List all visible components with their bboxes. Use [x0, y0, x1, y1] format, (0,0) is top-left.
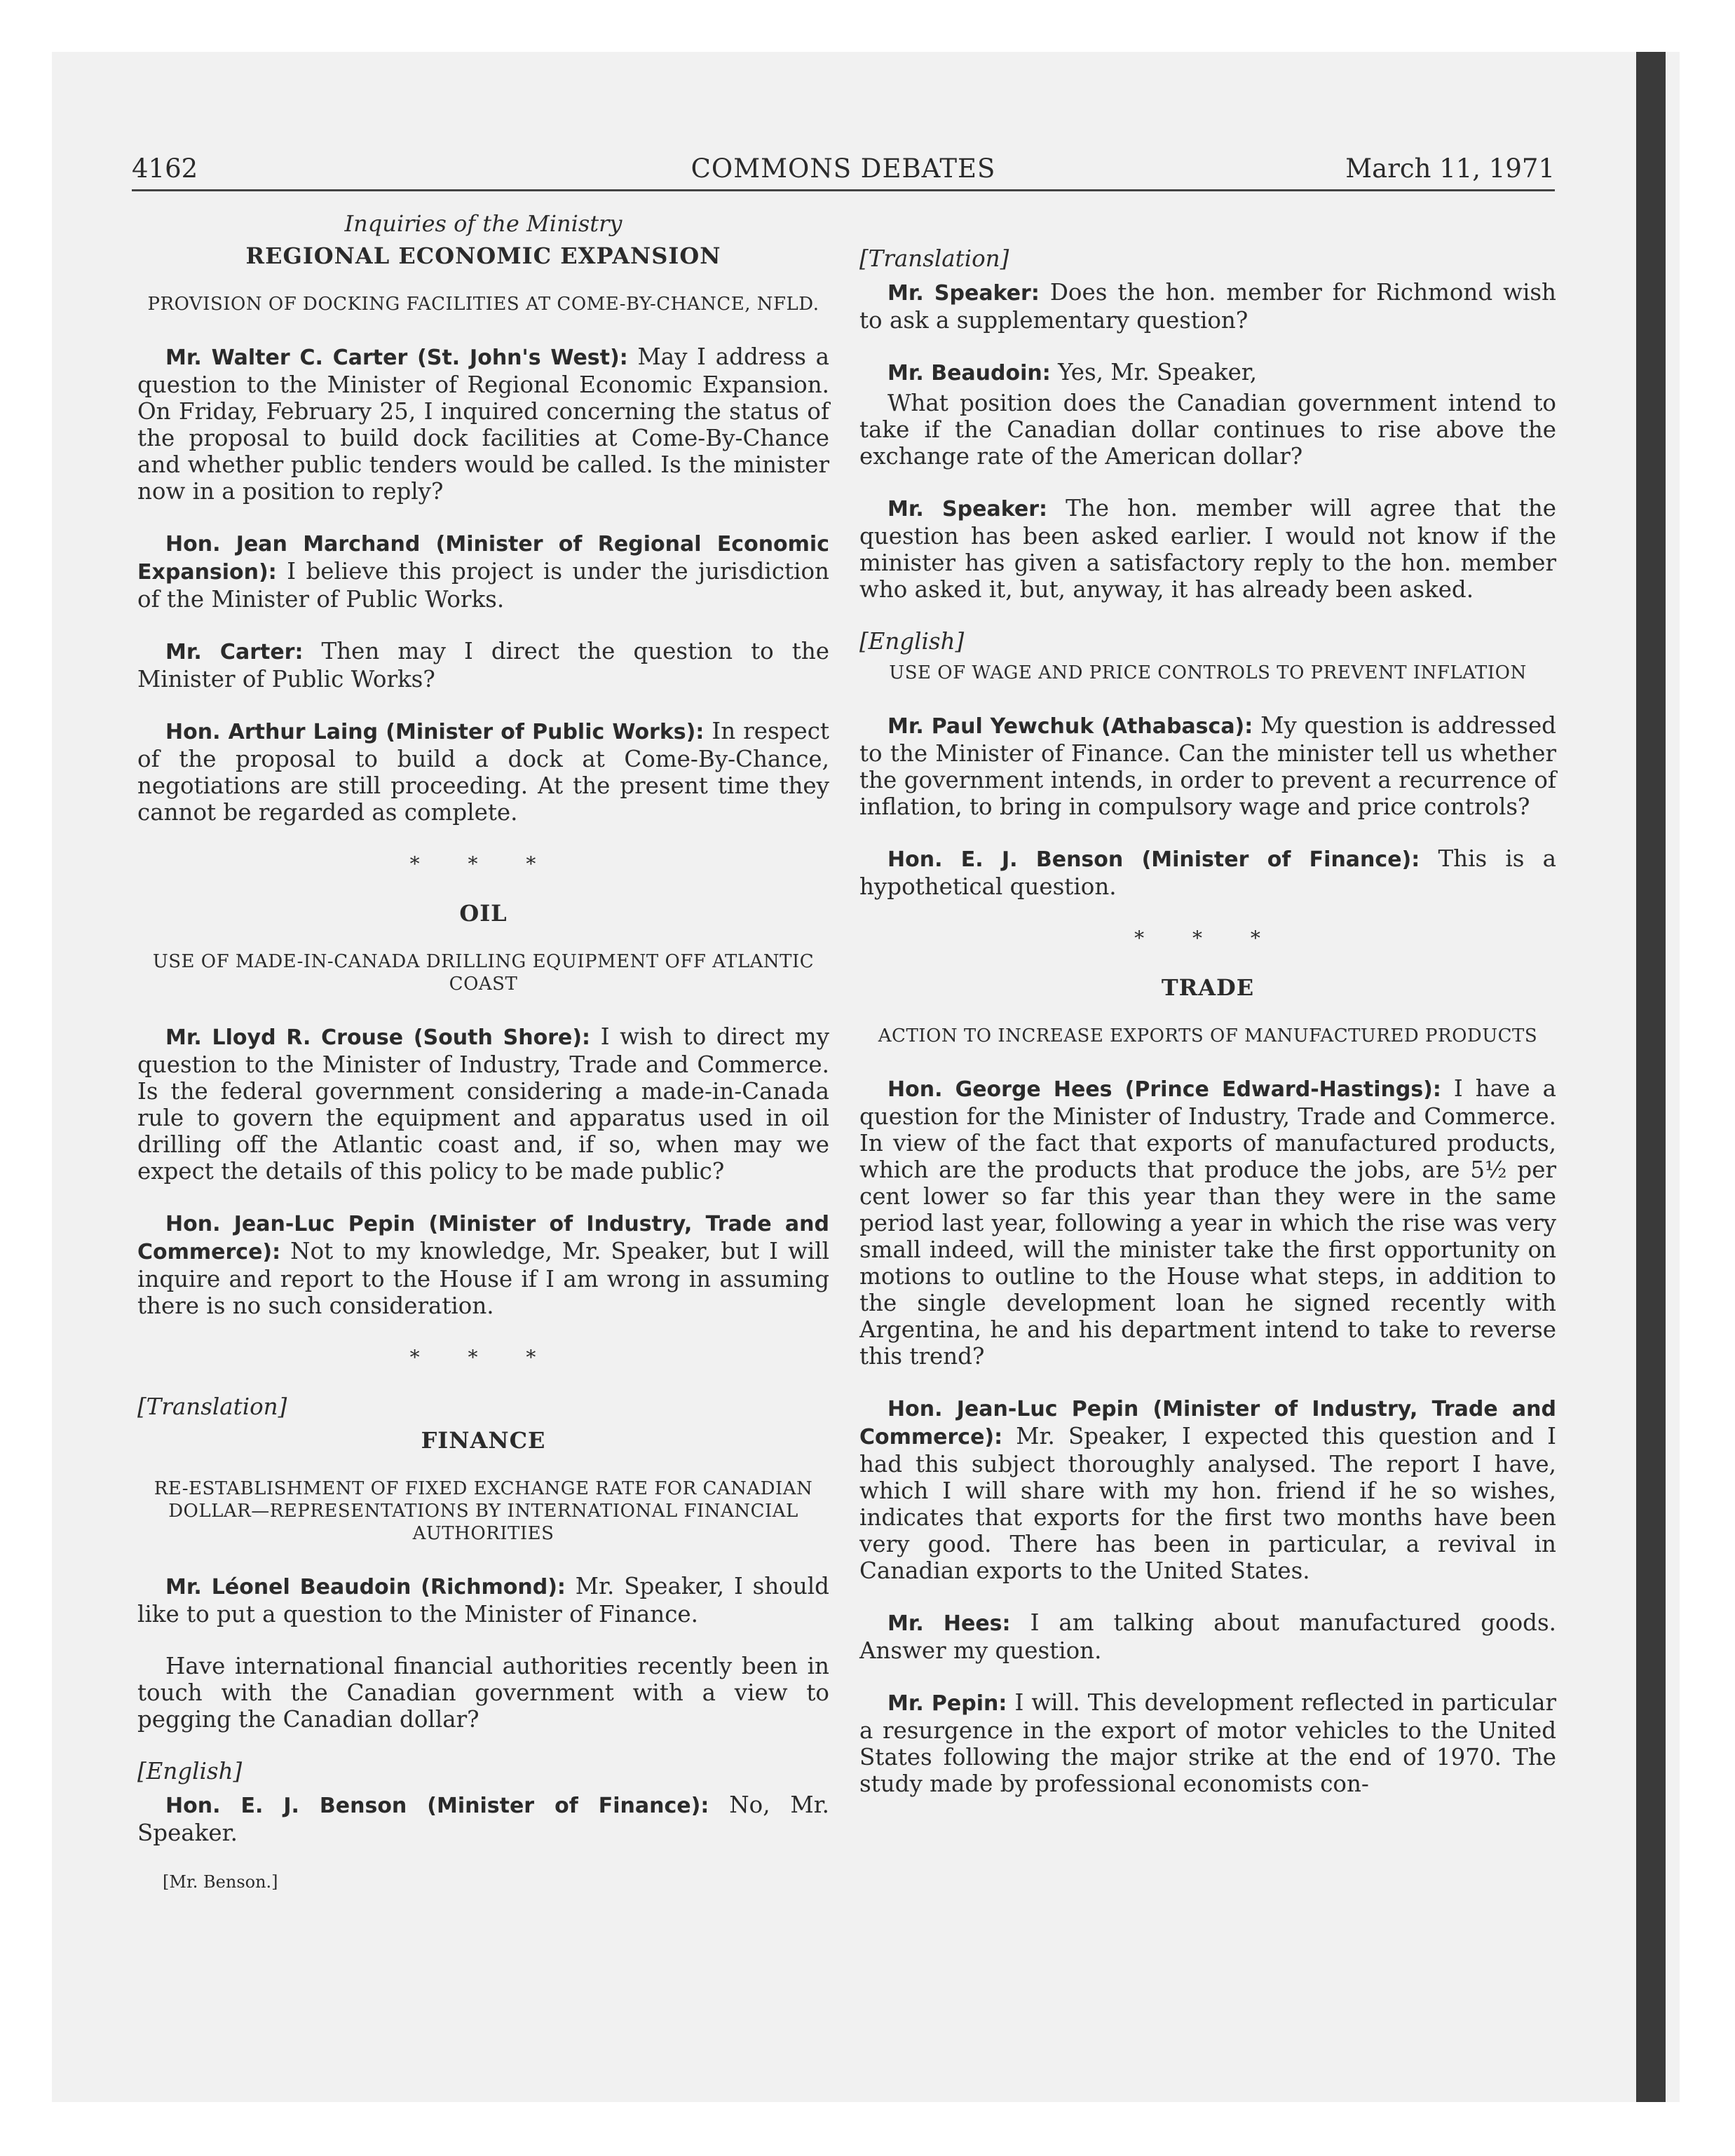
- section-title-trade: TRADE: [1161, 974, 1255, 1001]
- statement-text: Then may I direct the question to the Minister of Public Works?: [137, 638, 830, 692]
- statement-text: The hon. member will agree that the question has been asked earlier. I would not know if the minister has given a satisfactory reply to the hon. member who asked it, but, anyway, it has already been asked.: [859, 495, 1556, 603]
- statement-text: May I address a question to the Minister of Regional Economic Expansion. On Friday, February 25, I inquired concerning the status of the proposal to build dock facilities at Come-By-Chance and whether public tenders would be called. Is the minister now in a position to reply?: [137, 343, 829, 505]
- speaker-name: Mr. Beaudoin:: [887, 361, 1051, 386]
- language-tag-english: [English]: [137, 1758, 243, 1785]
- language-tag-english: [English]: [859, 628, 965, 655]
- statement-yewchuk: [859, 712, 1556, 820]
- speaker-name: Mr. Speaker:: [887, 497, 1047, 521]
- statement-beaudoin-supp: [859, 359, 1556, 387]
- statement-marchand: [137, 530, 829, 613]
- statement-beaudoin-question: What position does the Canadian government intend to take if the Canadian dollar continues to rise above the exchange rate of the American dollar?: [859, 390, 1556, 470]
- section-separator: * * *: [409, 852, 557, 875]
- issue-date: March 11, 1971: [1345, 153, 1555, 184]
- statement-hees: [859, 1075, 1556, 1370]
- statement-pepin: [137, 1210, 829, 1319]
- statement-text: In respect of the proposal to build a dock at Come-By-Chance, negotiations are still proceeding. At the present time they cannot be regarded as complete.: [137, 718, 829, 826]
- statement-carter-2: [137, 638, 829, 692]
- statement-text: Does the hon. member for Richmond wish to ask a supplementary question?: [859, 279, 1556, 334]
- speaker-name: Mr. Lloyd R. Crouse (South Shore):: [165, 1025, 591, 1050]
- continuation-footnote: [Mr. Benson.]: [163, 1872, 278, 1892]
- statement-text: I have a question for the Minister of Industry, Trade and Commerce. In view of the fact that exports of manufactured products, which are the products that produce the jobs, are 5½ per cent lower so far this year than they were in the same period last year, following a year in which the rise was very small indeed, will the minister take the first opportunity on motions to outline to the House what steps, in addition to the single development loan he signed recently with Argentina, he and his department intend to take to reverse this trend?: [859, 1075, 1556, 1370]
- subheading-exchange-rate: RE-ESTABLISHMENT OF FIXED EXCHANGE RATE FOR CANADIAN DOLLAR—REPRESENTATIONS BY INTERNATIONAL FINANCIAL AUTHORITIES: [154, 1478, 813, 1544]
- speaker-name: Mr. Pepin:: [887, 1691, 1007, 1716]
- statement-laing: [137, 718, 829, 826]
- speaker-name: Mr. Speaker:: [887, 281, 1040, 306]
- section-title-finance: FINANCE: [421, 1427, 546, 1454]
- section-separator: * * *: [1134, 927, 1281, 950]
- page-header: [132, 150, 1555, 191]
- statement-text: I will. This development reflected in particular a resurgence in the export of motor vehicles to the United States following the major strike at the end of 1970. The study made by professional economists con-: [859, 1689, 1556, 1797]
- speaker-name: Hon. George Hees (Prince Edward-Hastings):: [887, 1077, 1441, 1102]
- statement-text: Mr. Speaker, I expected this question and I had this subject thoroughly analysed. The report I have, which I will share with my hon. friend if he so wishes, indicates that exports for the first two months have been very good. There has been in particular, a revival in Canadian exports to the United States.: [859, 1423, 1556, 1584]
- left-column: [137, 210, 829, 1895]
- statement-hees-2: [859, 1609, 1556, 1664]
- statement-speaker-2: [859, 495, 1556, 603]
- speaker-name: Mr. Hees:: [887, 1611, 1011, 1636]
- section-title-oil: OIL: [459, 900, 508, 927]
- statement-beaudoin: [137, 1573, 829, 1628]
- speaker-name: Hon. E. J. Benson (Minister of Finance):: [165, 1794, 709, 1818]
- subheading-docking-facilities: PROVISION OF DOCKING FACILITIES AT COME-BY-CHANCE, NFLD.: [147, 294, 819, 315]
- subheading-drilling-equipment: USE OF MADE-IN-CANADA DRILLING EQUIPMENT OFF ATLANTIC COAST: [152, 951, 815, 995]
- section-separator: * * *: [409, 1346, 557, 1369]
- section-title-regional-economic-expansion: REGIONAL ECONOMIC EXPANSION: [245, 243, 721, 269]
- language-tag-translation: [Translation]: [137, 1393, 287, 1420]
- running-head: Inquiries of the Ministry: [344, 210, 622, 237]
- speaker-name: Hon. Arthur Laing (Minister of Public Works):: [165, 720, 705, 744]
- statement-speaker: [859, 279, 1556, 334]
- statement-text: I wish to direct my question to the Minister of Industry, Trade and Commerce. Is the federal government considering a made-in-Canada rule to govern the equipment and apparatus used in oil drilling off the Atlantic coast and, if so, when may we expect the details of this policy to be made public?: [137, 1023, 829, 1185]
- statement-benson: [137, 1792, 829, 1846]
- page-number: 4162: [132, 153, 198, 184]
- speaker-name: Mr. Léonel Beaudoin (Richmond):: [165, 1575, 566, 1599]
- language-tag-translation: [Translation]: [859, 245, 1009, 272]
- statement-text: No, Mr. Speaker.: [137, 1792, 829, 1846]
- subheading-exports: ACTION TO INCREASE EXPORTS OF MANUFACTURED PRODUCTS: [878, 1025, 1538, 1046]
- speaker-name: Mr. Paul Yewchuk (Athabasca):: [887, 714, 1253, 739]
- speaker-name: Mr. Walter C. Carter (St. John's West):: [165, 346, 628, 370]
- speaker-name: Mr. Carter:: [165, 640, 304, 664]
- statement-benson-2: [859, 845, 1556, 900]
- speaker-name: Hon. Jean Marchand (Minister of Regional Economic Expansion):: [137, 532, 829, 585]
- statement-beaudoin-cont: Have international financial authorities recently been in touch with the Canadian government with a view to pegging the Canadian dollar?: [137, 1653, 829, 1733]
- statement-text: I am talking about manufactured goods. Answer my question.: [859, 1609, 1556, 1664]
- speaker-name: Hon. Jean-Luc Pepin (Minister of Industry, Trade and Commerce):: [859, 1397, 1556, 1449]
- statement-crouse: [137, 1023, 829, 1185]
- statement-pepin-3: [859, 1689, 1556, 1797]
- statement-text: I believe this project is under the jurisdiction of the Minister of Public Works.: [137, 558, 829, 613]
- subheading-wage-price-controls: USE OF WAGE AND PRICE CONTROLS TO PREVENT INFLATION: [889, 662, 1527, 683]
- speaker-name: Hon. E. J. Benson (Minister of Finance):: [887, 847, 1420, 872]
- statement-pepin-2: [859, 1395, 1556, 1584]
- right-column: [859, 210, 1556, 1822]
- statement-text: Not to my knowledge, Mr. Speaker, but I will inquire and report to the House if I am wrong in assuming there is no such consideration.: [137, 1238, 829, 1319]
- statement-text: Mr. Speaker, I should like to put a question to the Minister of Finance.: [137, 1573, 829, 1628]
- statement-text: My question is addressed to the Minister of Finance. Can the minister tell us whether the government intends, in order to prevent a recurrence of inflation, to bring in compulsory wage and price controls?: [859, 712, 1556, 820]
- speaker-name: Hon. Jean-Luc Pepin (Minister of Industry, Trade and Commerce):: [137, 1212, 829, 1264]
- journal-title: COMMONS DEBATES: [690, 153, 996, 184]
- statement-text: This is a hypothetical question.: [859, 845, 1556, 900]
- statement-text: Yes, Mr. Speaker,: [1058, 359, 1258, 386]
- statement-carter: [137, 343, 829, 505]
- scan-edge-shadow: [1636, 52, 1666, 2102]
